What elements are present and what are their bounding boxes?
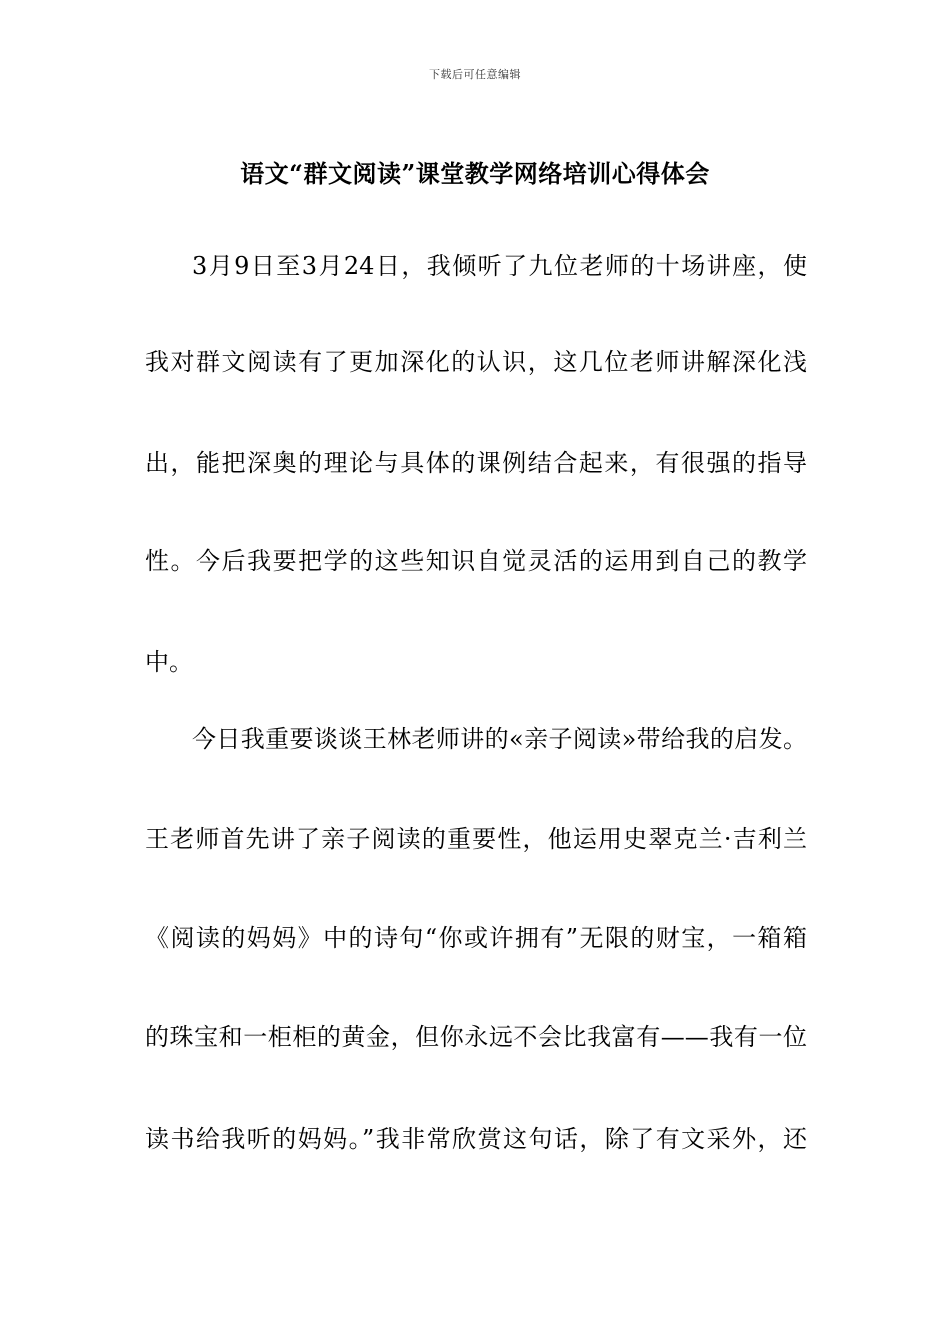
- paragraph-line: 今日我重要谈谈王林老师讲的«亲子阅读»带给我的启发。: [192, 725, 807, 753]
- paragraph-line: 读书给我听的妈妈。”我非常欣赏这句话，除了有文采外，还: [145, 1125, 807, 1153]
- paragraph-line: 3月9日至3月24日，我倾听了九位老师的十场讲座，使: [192, 252, 807, 280]
- document-title: 语文“群文阅读”课堂教学网络培训心得体会: [240, 159, 710, 188]
- paragraph-line: 中。: [145, 648, 193, 676]
- paragraph-line: 性。今后我要把学的这些知识自觉灵活的运用到自己的教学: [145, 547, 807, 575]
- paragraph-line: 我对群文阅读有了更加深化的认识，这几位老师讲解深化浅: [145, 348, 807, 376]
- paragraph-line: 的珠宝和一柜柜的黄金，但你永远不会比我富有——我有一位: [145, 1023, 807, 1051]
- paragraph-line: 《阅读的妈妈》中的诗句“你或许拥有”无限的财宝，一箱箱: [145, 924, 807, 952]
- header-note: 下载后可任意编辑: [429, 68, 521, 81]
- paragraph-line: 王老师首先讲了亲子阅读的重要性，他运用史翠克兰·吉利兰: [145, 825, 807, 853]
- paragraph-line: 出，能把深奥的理论与具体的课例结合起来，有很强的指导: [145, 449, 807, 477]
